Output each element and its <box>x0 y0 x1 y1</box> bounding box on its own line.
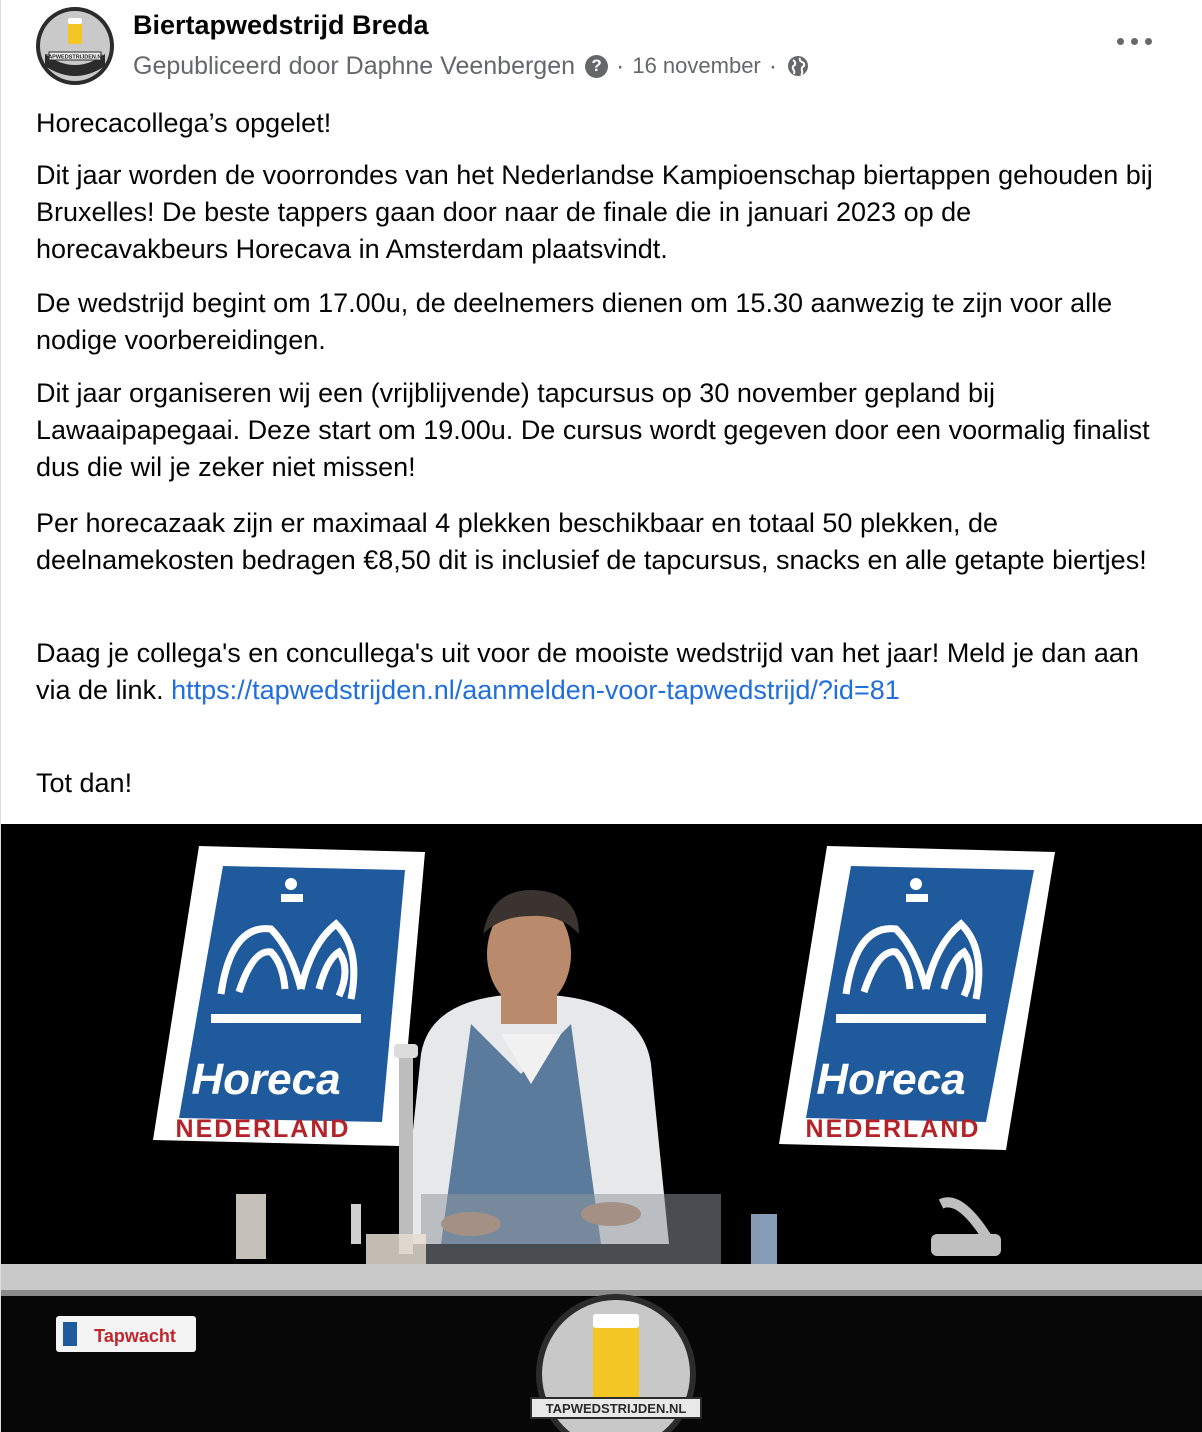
registration-link[interactable]: https://tapwedstrijden.nl/aanmelden-voor-tapwedstrijd/?id=81 <box>171 675 900 705</box>
horeca-word-left: Horeca <box>191 1055 341 1104</box>
paragraph-7: Tot dan! <box>36 768 133 798</box>
paragraph-6 <box>36 635 1156 709</box>
avatar-logo-text: TAPWEDSTRIJDEN.NL <box>45 54 105 61</box>
more-options-button[interactable] <box>1113 24 1157 58</box>
more-options-dot <box>1145 38 1152 45</box>
more-options-icon <box>1117 38 1124 45</box>
tapwacht-text: Tapwacht <box>94 1326 176 1346</box>
nederland-word-right: NEDERLAND <box>805 1115 981 1143</box>
bar-logo-text: TAPWEDSTRIJDEN.NL <box>545 1401 687 1416</box>
paragraph-3: De wedstrijd begint om 17.00u, de deelnemers dienen om 15.30 aanwezig te zijn voor alle nodige voorbereidingen. <box>36 288 1113 355</box>
post-image[interactable] <box>1 824 1202 1432</box>
paragraph-4: Dit jaar organiseren wij een (vrijblijvende) tapcursus op 30 november gepland bij Lawaaipapegaai. Deze start om 19.00u. De cursus wordt gegeven door een voormalig finalist dus die wil je zeker niet missen! <box>36 378 1150 482</box>
nederland-word-left: NEDERLAND <box>175 1115 351 1143</box>
published-by-text: Gepubliceerd door Daphne Veenbergen <box>133 51 576 80</box>
post-meta <box>133 50 809 82</box>
post-date-link[interactable]: 16 november <box>632 53 761 78</box>
separator-dot: · <box>616 51 625 80</box>
horeca-word-right: Horeca <box>816 1055 966 1104</box>
globe-icon[interactable] <box>787 55 809 77</box>
paragraph-2: Dit jaar worden de voorrondes van het Nederlandse Kampioenschap biertappen gehouden bij Bruxelles! De beste tappers gaan door naar de finale die in januari 2023 op de horecavakbeurs Horecava in Amsterdam plaatsvindt. <box>36 160 1153 264</box>
paragraph-5: Per horecazaak zijn er maximaal 4 plekken beschikbaar en totaal 50 plekken, de deelnamekosten bedragen €8,50 dit is inclusief de tapcursus, snacks en alle getapte biertjes! <box>36 508 1147 575</box>
more-options-dot <box>1131 38 1138 45</box>
paragraph-1: Horecacollega’s opgelet! <box>36 108 332 138</box>
page-avatar[interactable] <box>35 6 115 86</box>
separator-dot: · <box>768 51 778 80</box>
bartender-photo <box>1 824 1202 1432</box>
page-name-link[interactable]: Biertapwedstrijd Breda <box>133 10 429 40</box>
help-icon[interactable]: ? <box>585 55 608 78</box>
tapwacht-sticker <box>56 1316 196 1352</box>
tapwedstrijden-logo-icon <box>35 6 115 86</box>
paragraph-6-text: Daag je collega's en concullega's uit voor de mooiste wedstrijd van het jaar! Meld je dan aan via de link. <box>36 638 1139 705</box>
